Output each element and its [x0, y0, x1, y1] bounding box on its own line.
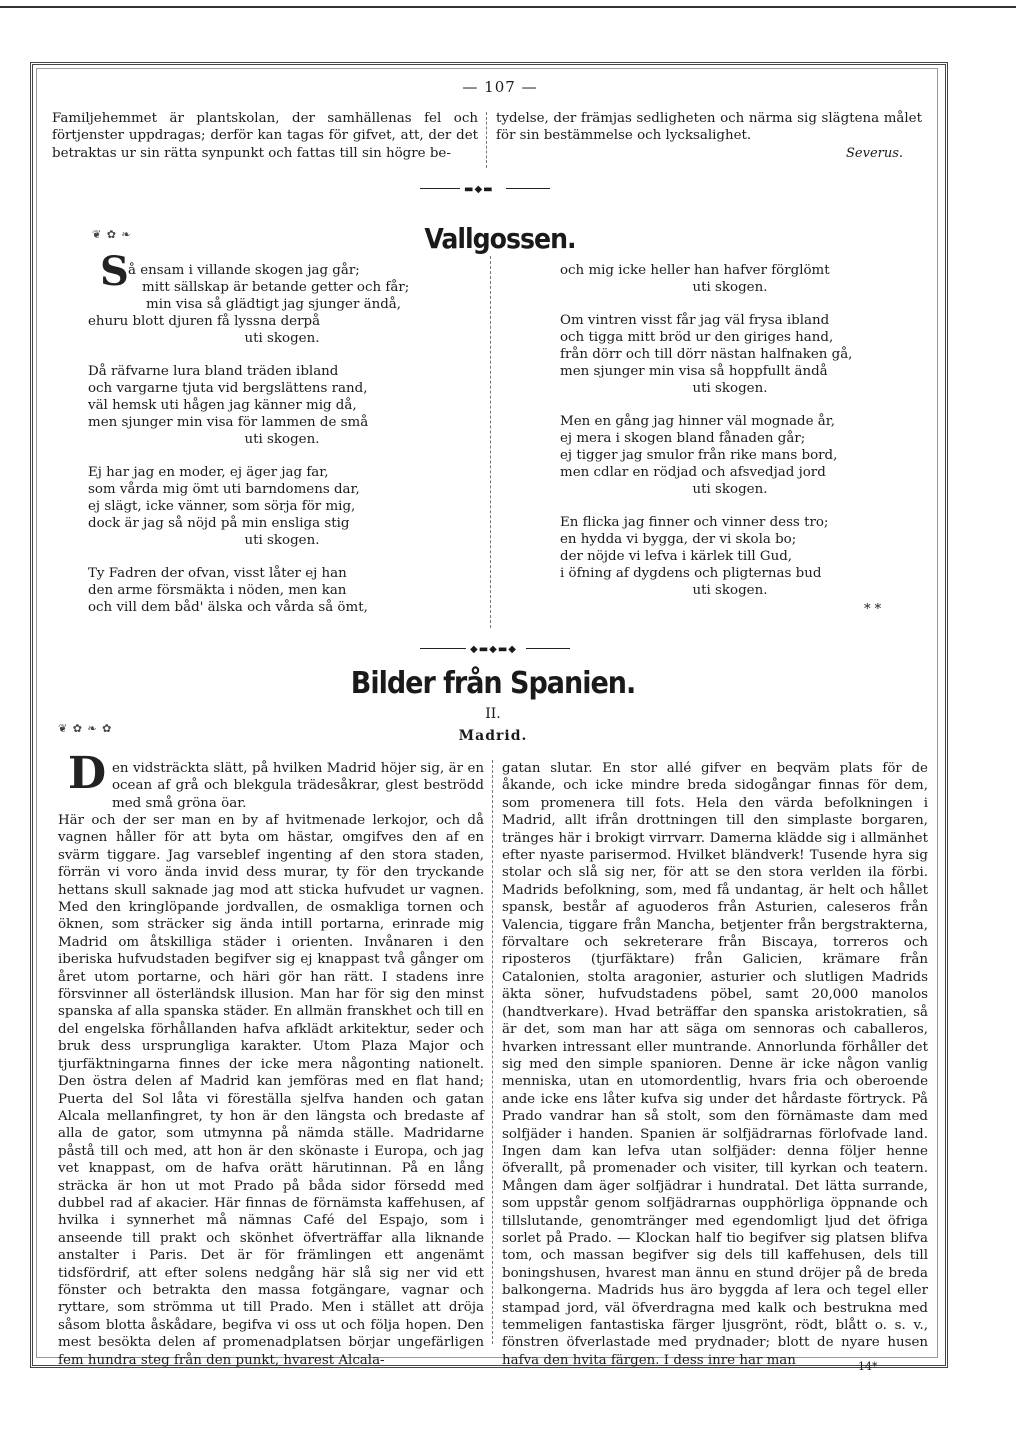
- poem-line: mitt sällskap är betande getter och får;: [142, 280, 410, 295]
- poem-line: en hydda vi bygga, der vi skola bo;: [560, 532, 797, 547]
- poem-line: å ensam i villande skogen jag går;: [128, 263, 360, 278]
- poem-stanza-left-3: [88, 464, 476, 549]
- poem-line: En flicka jag finner och vinner dess tro;: [560, 515, 829, 530]
- article-left-text: Här och der ser man en by af hvitmenade lerkojor, och då vagnen håller för att byta om hästar, omgifves den af en svärm tiggare. Jag varseblef ingenting af den stora staden, förrän vi voro ända invid dess murar, ty för den tryckande hettans skull saknade jag mod att sticka hufvudet ur vagnen. Med den kringlöpande jordvallen, de osmakliga tornen och öknen, som sträcker sig ända intill portarna, erinrade mig Madrid om åtskilliga städer i orienten. Invånaren i den iberiska hufvudstaden begifver sig ej knappast två gånger om året utom portarne, och häri gör han rätt. I stadens inre försvinner all österländsk illusion. Man har för sig den minst spanska af alla spanska städer. En allmän franskhet och till en del engelska förhållanden hafva afklädt arkitektur, seder och bruk dess ursprungliga karakter. Utom Plaza Major och tjurfäktningarna finnes der icke mera någonting nationelt. Den östra delen af Madrid kan jemföras med en flat hand; Puerta del Sol låta vi föreställa sjelfva handen och gatan Alcala mellanfingret, ty hon är den längsta och bredaste af alla de gator, som utmynna på nämda ställe. Madridarne påstå till och med, att hon är den skönaste i Europa, och jag vet knappast, om de hafva orätt härutinnan. På en lång sträcka är hon ut mot Prado på båda sidor försedd med dubbel rad af akacier. Här finnas de förnämsta kaffehusen, af hvilka i synnerhet må nämnas Café del Espajo, som i anseende till prakt och skönhet öfverträffar alla liknande anstalter i Paris. Det är för främlingen ett angenämt tidsfördrif, att efter solens nedgång här slå sig ner vid ett fönster och betrakta den massa fotgängare, vagnar och ryttare, som strömma ut till Prado. Men i stället att dröja såsom blotta åskådare, begifva vi oss ut och följa hopen. Den mest besökta delen af promenadplatsen börjar ungefärligen fem hundra steg från den punkt, hvarest Alcala-: [58, 813, 484, 1368]
- poem-line: ej mera i skogen bland fånaden går;: [560, 431, 806, 446]
- poem-line: men cdlar en rödjad och afsvedjad jord: [560, 465, 826, 480]
- intro-right-column: [496, 110, 922, 145]
- article-part: II.: [485, 706, 501, 722]
- intro-column-rule: [486, 112, 487, 168]
- poem-line: uti skogen.: [244, 432, 320, 447]
- section-divider-1: ▬◆▬: [420, 182, 550, 196]
- poem-title: Vallgossen.: [424, 222, 576, 255]
- poem-line: väl hemsk uti hågen jag känner mig då,: [88, 398, 357, 413]
- poem-line: och mig icke heller han hafver förglömt: [560, 263, 830, 278]
- poem-stanza-left-2: [88, 363, 476, 448]
- poem-line: Då räfvarne lura bland träden ibland: [88, 364, 339, 379]
- poem-stanza-right-4: [560, 514, 900, 599]
- poem-column-rule: [490, 256, 491, 628]
- poem-line: den arme försmäkta i nöden, men kan: [88, 583, 347, 598]
- article-right-text: gatan slutar. En stor allé gifver en beqväm plats för de åkande, och icke mindre breda sidogångar finnas för dem, som promenera till fots. Hela den värda befolkningen i Madrid, allt ifrån drottningen till den simplaste borgaren, tränges här i brokigt virrvarr. Damerna klädde sig i allmänhet efter nyaste parisermod. Hvilket bländverk! Tusende hyra sig stolar och slå sig ner, för att se den stora verlden ila förbi. Madrids befolkning, som, med få undantag, är helt och hållet spansk, består af aguoderos från Asturien, caleseros från Valencia, tiggare från Mancha, betjenter från bergstrakterna, förvaltare och sekreterare från Biscaya, torreros och riposteros (tjurfäktare) från Galicien, krämare från Catalonien, stolta aragonier, asturier och slutligen Madrids äkta söner, hufvudstadens pöbel, samt 20,000 manolos (handtverkare). Hvad beträffar den spanska aristokratien, så är det, som man har att säga om sennoras och caballeros, hvarken intressant eller muntrande. Annorlunda förhåller det sig med den simple spanioren. Denne är icke någon vanlig menniska, utan en utomordentlig, hvars fria och oberoende ande icke ens låter kufva sig under det hårdaste förtryck. På Prado vandrar han så stolt, som den förnämaste dam med solfjäder i handen. Spanien är solfjädrarnas förlofvade land. Ingen dam kan lefva utan solfjäder: denna följer henne öfverallt, på promenader och visiter, till kyrkan och teatern. Mången dam äger solfjädrar i hundratal. Det lätta surrande, som uppstår genom solfjädrarnas oupphörliga öppnande och tillslutande, genomtränger med egendomligt ljud det öfriga sorlet på Prado. — Klockan half tio begifver sig platsen blifva tom, och massan begifver sig dels till kaffehusen, dels till boningshusen, hvarest man ännu en stund dröjer på de breda balkongerna. Madrids hus äro byggda af lera och tegel eller stampad jord, väl öfverdragna med kalk och bestrukna med temmeligen fantastiska färger ljusgrönt, rödt, blått o. s. v., fönstren öfverlastade med prydnader; blott de nyare husen hafva den hvita färgen. I dess inre har man: [502, 761, 928, 1368]
- article-first-text: en vidsträckta slätt, på hvilken Madrid höjer sig, är en ocean af grå och blekgula trädesåkrar, glest beströdd med små gröna öar.: [112, 761, 484, 811]
- poem-line: uti skogen.: [692, 280, 768, 295]
- article-title: Bilder från Spanien.: [350, 666, 636, 701]
- poem-line: uti skogen.: [692, 583, 768, 598]
- poem-line: i öfning af dygdens och pligternas bud: [560, 566, 822, 581]
- poem-signature: * *: [864, 602, 882, 617]
- article-initial: D: [68, 748, 107, 799]
- poem-line: från dörr och till dörr nästan halfnaken gå,: [560, 347, 853, 362]
- article-first-lines: [112, 760, 484, 812]
- article-right-column: [502, 760, 928, 1369]
- poem-right-stanzas: [560, 262, 900, 599]
- intro-left-column: [52, 110, 478, 162]
- page-number: — 107 —: [462, 78, 538, 96]
- intro-left-text: Familjehemmet är plantskolan, der samhällenas fel och förtjenster uppdragas; derför kan tagas för gifvet, att, der det betraktas ur sin rätta synpunkt och fattas till sin högre be-: [52, 111, 478, 161]
- poem-right-column: [560, 262, 900, 615]
- poem-line: uti skogen.: [692, 381, 768, 396]
- poem-stanza-right-3: [560, 413, 900, 498]
- poem-stanza-right-1: [560, 262, 900, 296]
- poem-line: men sjunger min visa så hoppfullt ändå: [560, 364, 828, 379]
- poem-line: och tigga mitt bröd ur den giriges hand,: [560, 330, 834, 345]
- poem-line: uti skogen.: [692, 482, 768, 497]
- poem-line: der nöjde vi lefva i kärlek till Gud,: [560, 549, 793, 564]
- poem-line: dock är jag så nöjd på min ensliga stig: [88, 516, 350, 531]
- poem-left-column: [88, 262, 476, 632]
- poem-stanza-left-4: [88, 565, 476, 616]
- article-subtitle: Madrid.: [458, 728, 528, 744]
- poem-line: Men en gång jag hinner väl mognade år,: [560, 414, 835, 429]
- section-divider-2: ◆▬◆▬◆: [420, 642, 570, 656]
- top-edge-line: [0, 6, 1016, 8]
- poem-line: ej slägt, icke vänner, som sörja för mig,: [88, 499, 356, 514]
- poem-stanza-left-1: [88, 262, 476, 347]
- poem-line: min visa så glädtigt jag sjunger ändå,: [146, 297, 402, 312]
- footer-signature-mark: 14*: [858, 1360, 878, 1373]
- poem-line: uti skogen.: [244, 533, 320, 548]
- poem-line: uti skogen.: [244, 331, 320, 346]
- article-left-column: [58, 812, 484, 1369]
- poem-line: som vårda mig ömt uti barndomens dar,: [88, 482, 360, 497]
- poem-line: och vill dem båd' älska och vårda så ömt,: [88, 600, 368, 615]
- poem-line: och vargarne tjuta vid bergslättens rand,: [88, 381, 368, 396]
- poem-line: Ej har jag en moder, ej äger jag far,: [88, 465, 329, 480]
- intro-right-text: tydelse, der främjas sedligheten och närma sig slägtena målet för sin bestämmelse och lycksalighet.: [496, 111, 922, 144]
- poem-line: ej tigger jag smulor från rike mans bord,: [560, 448, 838, 463]
- intro-signature: Severus.: [846, 146, 904, 161]
- poem-line: Ty Fadren der ofvan, visst låter ej han: [88, 566, 347, 581]
- poem-initial: S: [100, 248, 129, 295]
- poem-line: ehuru blott djuren få lyssna derpå: [88, 314, 321, 329]
- poem-stanza-right-2: [560, 312, 900, 397]
- article-column-rule: [492, 760, 493, 1344]
- poem-line: men sjunger min visa för lammen de små: [88, 415, 369, 430]
- poem-line: Om vintren visst får jag väl frysa ibland: [560, 313, 830, 328]
- poem-left-stanzas: [88, 262, 476, 616]
- article-initial-ornament: ❦ ✿ ❧ ✿: [58, 722, 113, 735]
- poem-initial-ornament: ❦ ✿ ❧: [92, 228, 132, 241]
